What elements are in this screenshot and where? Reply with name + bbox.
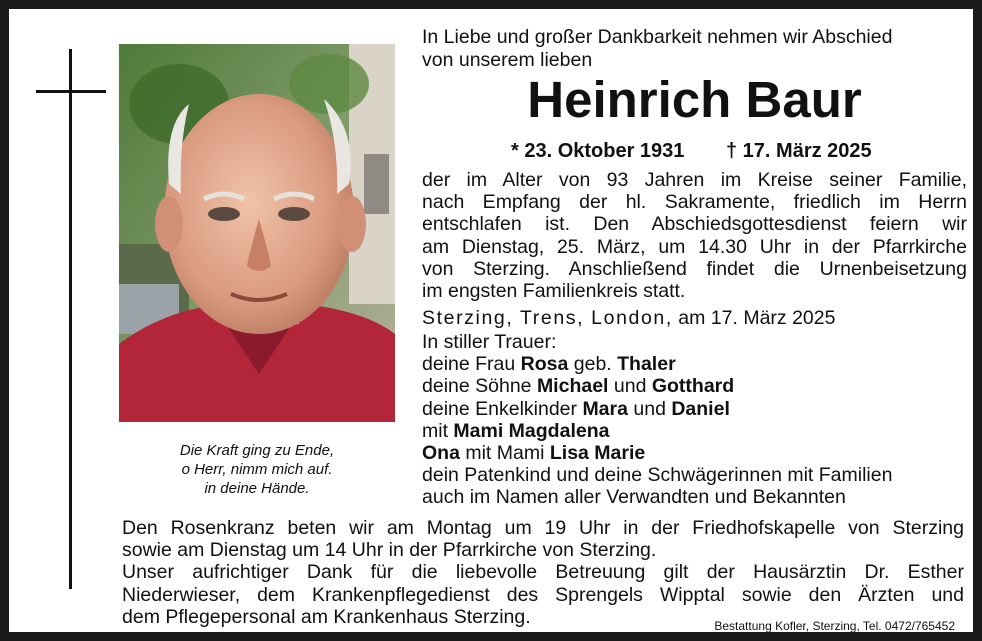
caption-line: in deine Hände. [204, 480, 310, 497]
announcement-text [422, 169, 967, 302]
text-line: Den Rosenkranz beten wir am Montag um 19 Uhr in der Friedhofskapelle von Sterzing [122, 517, 964, 539]
caption-quote [119, 441, 395, 498]
text-line: entschlafen ist. Den Abschiedsgottesdienst feiern wir [422, 213, 967, 236]
date: am 17. März 2025 [678, 307, 836, 329]
caption-line: Die Kraft ging zu Ende, [179, 442, 335, 459]
caption-line: o Herr, nimm mich auf. [181, 461, 333, 478]
text: deine Söhne [422, 375, 537, 398]
text-line: sowie am Dienstag um 14 Uhr in der Pfarrkirche von Sterzing. [122, 539, 657, 562]
text: geb. [568, 353, 618, 376]
mourner-name: Lisa Marie [549, 442, 646, 465]
portrait-photo [119, 44, 395, 422]
text-line: Niederwieser, dem Krankenpflegedienst des Sprengels Wipptal sowie den Ärzten und [122, 583, 964, 606]
text-line: dem Pflegepersonal am Krankenhaus Sterzing. [122, 605, 531, 628]
text-line: Unser aufrichtiger Dank für die liebevolle Betreuung gilt der Hausärztin Dr. Esther [122, 561, 964, 584]
mourner-name: Mara [582, 397, 628, 420]
text: deine Enkelkinder [422, 397, 583, 420]
text-line: nach Empfang der hl. Sakramente, friedlich im Herrn [422, 191, 967, 214]
mourner-line [422, 442, 967, 464]
mourner-name: Thaler [617, 353, 676, 376]
places: Sterzing, Trens, London, [422, 307, 673, 329]
mourner-name: Daniel [671, 397, 730, 420]
mourner-line [422, 375, 967, 397]
mourner-name: Mami Magdalena [453, 419, 610, 442]
mourning-intro: In stiller Trauer: [422, 331, 557, 353]
mourner-name: Michael [536, 375, 609, 398]
text: mit [422, 419, 454, 442]
text-line: am Dienstag, 25. März, um 14.30 Uhr in der Pfarrkirche [422, 235, 967, 258]
mourner-name: Rosa [520, 353, 569, 376]
mourner-name: Ona [422, 442, 460, 465]
text-line: im engsten Familienkreis statt. [422, 280, 686, 303]
intro-line: von unserem lieben [422, 49, 593, 71]
mourner-line: auch im Namen aller Verwandten und Bekannten [422, 486, 846, 509]
death-date: † 17. März 2025 [726, 140, 872, 162]
text: und [627, 397, 672, 420]
intro-text [422, 26, 967, 72]
text-line: der im Alter von 93 Jahren im Kreise seiner Familie, [422, 169, 967, 191]
closing-text [122, 517, 964, 628]
mourner-line [422, 353, 967, 375]
mourner-name: Gotthard [651, 375, 735, 398]
mourner-line [422, 420, 967, 442]
mourner-line [422, 398, 967, 420]
mourner-line: dein Patenkind und deine Schwägerinnen mit Familien [422, 464, 893, 487]
text: mit Mami [459, 442, 550, 465]
text: und [608, 375, 652, 398]
text: deine Frau [422, 353, 521, 376]
deceased-name: Heinrich Baur [527, 71, 862, 128]
birth-date: * 23. Oktober 1931 [511, 140, 685, 162]
text-line: von Sterzing. Anschließend findet die Urnenbeisetzung [422, 257, 967, 280]
intro-line: In Liebe und großer Dankbarkeit nehmen wir Abschied [422, 26, 893, 48]
place-date [422, 307, 967, 330]
mourners-list [422, 331, 967, 509]
funeral-home-credit: Bestattung Kofler, Sterzing, Tel. 0472/765452 [714, 619, 955, 633]
